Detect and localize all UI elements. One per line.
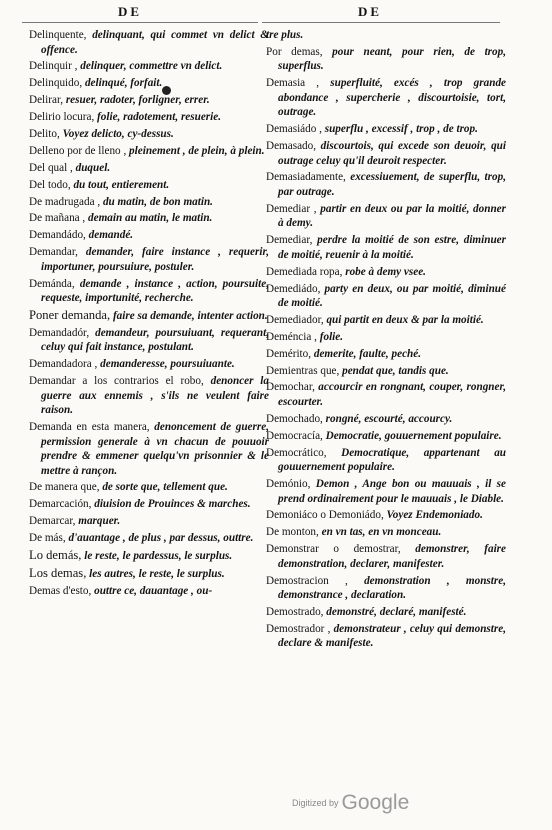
gloss: denoncement de guerre, permission generale à vn chacun de pouuoir prendre & emmener quelqu'vn prisonnier & le mettre à rançon.: [41, 421, 269, 477]
headword: Democrático,: [266, 446, 327, 459]
gloss: pleinement , de plein, à plein.: [129, 144, 265, 157]
dictionary-entry: [266, 605, 506, 620]
running-head-left: DE: [118, 4, 143, 19]
dictionary-entry: [266, 412, 506, 427]
gloss: denoncer la guerre aux ennemis , s'ils ne veulent faire raison.: [41, 375, 269, 417]
dictionary-entry: [266, 233, 506, 262]
gloss: discourtois, qui excede son deuoir, qui outrage celuy qu'il deuroit respecter.: [278, 140, 506, 167]
headword: Demanda en esta manera,: [29, 421, 150, 434]
headword: Demostracion ,: [266, 574, 348, 587]
gloss: duquel.: [75, 161, 111, 174]
headword: Poner demanda,: [29, 307, 111, 322]
dictionary-entry: [29, 93, 269, 108]
headword: Demientras que,: [266, 364, 340, 377]
headword: Del todo,: [29, 178, 71, 191]
gloss: demerite, faulte, peché.: [313, 347, 422, 360]
dictionary-entry: [29, 566, 269, 582]
digitized-by-label: Digitized by: [292, 798, 339, 808]
headword: Demarcar,: [29, 515, 76, 528]
headword: Demandádo,: [29, 229, 86, 242]
dictionary-entry: [266, 139, 506, 168]
gloss: Democratique, appartenant au gouuernement populaire.: [278, 446, 507, 474]
dictionary-entry: [29, 308, 269, 324]
gloss: demonstration , monstre, demonstrance , declaration.: [278, 574, 506, 602]
gloss: diuision de Prouinces & marches.: [94, 498, 251, 511]
dictionary-entry: [29, 178, 269, 193]
headword: Deméncia ,: [266, 330, 317, 343]
gloss: outtre ce, dauantage , ou-: [94, 584, 213, 597]
dictionary-entry: [29, 480, 269, 495]
gloss: demande , instance , action, poursuite, requeste, importunité, recherche.: [41, 277, 269, 305]
headword: Lo demás,: [29, 547, 82, 562]
headword: Delito,: [29, 127, 60, 140]
dictionary-entry: [266, 347, 506, 362]
gloss: tre plus.: [266, 29, 304, 41]
gloss: du matin, de bon matin.: [102, 195, 213, 208]
headword: Demandadór,: [29, 326, 90, 339]
dictionary-entry: [29, 161, 269, 176]
headword: Demediádo,: [266, 282, 321, 295]
headword: Delinquente,: [29, 29, 87, 41]
headword: Del qual ,: [29, 161, 73, 174]
header-rule-right: [262, 22, 500, 23]
dictionary-entry: [29, 228, 269, 243]
gloss: robe à demy vsee.: [345, 265, 426, 278]
headword: De madrugada ,: [29, 195, 101, 208]
headword: Demónio,: [266, 478, 311, 491]
headword: Delinquir ,: [29, 60, 78, 73]
dictionary-entry: [29, 211, 269, 226]
gloss: du tout, entierement.: [73, 178, 170, 191]
gloss: pour neant, pour rien, de trop, superflus.: [278, 45, 507, 73]
gloss: superflu , excessif , trop , de trop.: [324, 123, 478, 136]
headword: Demonstrar o demostrar,: [266, 543, 401, 556]
dictionary-entry: [29, 110, 269, 125]
headword: Delirio locura,: [29, 111, 95, 124]
dictionary-entry: [29, 357, 269, 372]
gloss: d'auantage , de plus , par dessus, outtre.: [68, 532, 254, 545]
gloss: Democratie, gouuernement populaire.: [325, 429, 502, 442]
headword: Demarcación,: [29, 498, 92, 511]
headword: Por demas,: [266, 45, 323, 58]
dictionary-entry: [266, 574, 506, 603]
gloss: delinquant, qui commet vn delict & offence.: [41, 29, 270, 56]
gloss: demonstrateur , celuy qui demonstre, declare & manifeste.: [278, 622, 506, 650]
gloss: marquer.: [78, 515, 121, 528]
gloss: en vn tas, en vn monceau.: [321, 526, 442, 539]
gloss: resuer, radoter, forligner, errer.: [65, 94, 210, 107]
gloss: folie.: [319, 330, 344, 343]
dictionary-entry: [266, 45, 506, 74]
gloss: qui partit en deux & par la moitié.: [326, 313, 484, 326]
headword: Delleno por de lleno ,: [29, 144, 127, 157]
headword: De monton,: [266, 526, 319, 539]
gloss: excessiuement, de superflu, trop, par outrage.: [278, 171, 507, 198]
headword: Demasiadamente,: [266, 171, 346, 184]
dictionary-entry: [29, 195, 269, 210]
dictionary-entry: [29, 420, 269, 478]
headword: Demasado,: [266, 140, 317, 153]
headword: Demediador,: [266, 313, 324, 326]
gloss: party en deux, ou par moitié, diminué de moitié.: [278, 282, 506, 310]
dictionary-entry: [266, 525, 506, 540]
dictionary-entry: [29, 531, 269, 546]
dictionary-entry: [266, 76, 506, 120]
headword: Demediar,: [266, 234, 313, 247]
headword: Democracía,: [266, 429, 323, 442]
headword: Demandadora ,: [29, 358, 98, 371]
gloss: faire sa demande, intenter action.: [112, 309, 268, 322]
headword: Demoniáco o Demoniádo,: [266, 509, 384, 522]
digitization-footer: [292, 791, 409, 815]
headword: De más,: [29, 532, 66, 545]
gloss: Demon , Ange bon ou mauuais , il se prend ordinairement pour le mauuais , le Diable.: [278, 478, 507, 505]
gloss: Voyez Endemoniado.: [386, 509, 483, 522]
headword: Demediar ,: [266, 202, 317, 215]
dictionary-entry: [29, 584, 269, 599]
headword: Delirar,: [29, 94, 64, 107]
google-logo: Google: [341, 791, 410, 814]
dictionary-entry: [266, 622, 506, 651]
headword: Demasia ,: [266, 77, 320, 90]
gloss: rongné, escourté, accourcy.: [325, 412, 453, 425]
gloss: demandeur, poursuiuant, requerant, celuy qui fait instance, postulant.: [41, 326, 269, 354]
gloss: Voyez delicto, cy-dessus.: [62, 127, 174, 140]
headword: Demochado,: [266, 412, 323, 425]
dictionary-entry: [266, 477, 506, 506]
dictionary-entry: [29, 59, 269, 74]
headword: Demandar a los contrarios el robo,: [29, 375, 204, 388]
dictionary-entry: [266, 364, 506, 379]
headword: Demediada ropa,: [266, 265, 343, 278]
headword: Demánda,: [29, 277, 75, 290]
gloss: demonstrer, faire demonstration, declarer, manifester.: [278, 543, 506, 570]
gloss: perdre la moitié de son estre, diminuer de moitié, reuenir à la moitié.: [278, 234, 506, 261]
gloss: les autres, le reste, le surplus.: [89, 567, 225, 580]
dictionary-entry: [29, 514, 269, 529]
left-column: [29, 28, 269, 601]
gloss: superfluité, excés , trop grande abondance , supercherie , discourtoisie, tort, outrage.: [278, 77, 507, 119]
headword: Los demas,: [29, 565, 87, 580]
headword: Demostrador ,: [266, 622, 331, 635]
headword: Demérito,: [266, 347, 312, 360]
gloss: de sorte que, tellement que.: [102, 481, 228, 494]
dictionary-entry: [29, 326, 269, 355]
gloss: folie, radotement, resuerie.: [97, 111, 222, 124]
dictionary-entry: [29, 245, 269, 274]
gloss: partir en deux ou par la moitié, donner à demy.: [278, 202, 506, 230]
dictionary-entry: [29, 127, 269, 142]
dictionary-entry: [266, 380, 506, 409]
dictionary-entry: [266, 330, 506, 345]
dictionary-entry: [266, 446, 506, 475]
dictionary-entry: [29, 548, 269, 564]
gloss: pendat que, tandis que.: [342, 364, 449, 377]
headword: Demostrado,: [266, 605, 324, 618]
running-head-right: DE: [358, 4, 383, 19]
dictionary-entry: [29, 497, 269, 512]
headword: Demandar,: [29, 246, 78, 259]
headword: Demasiádo ,: [266, 123, 322, 136]
dictionary-entry: [266, 282, 506, 311]
dictionary-entry: [29, 374, 269, 418]
gloss: delinquer, commettre vn delict.: [80, 60, 223, 73]
dictionary-entry: [266, 542, 506, 571]
dictionary-entry: [29, 277, 269, 306]
headword: Delinquido,: [29, 77, 83, 90]
dictionary-entry: [266, 202, 506, 231]
dictionary-entry: [266, 313, 506, 328]
headword: Demas d'esto,: [29, 584, 92, 597]
gloss: le reste, le pardessus, le surplus.: [84, 549, 233, 562]
dictionary-entry: [266, 122, 506, 137]
dictionary-entry: [266, 28, 506, 43]
dictionary-entry: [266, 429, 506, 444]
dictionary-entry: [266, 508, 506, 523]
gloss: demander, faire instance , requerir, importuner, poursuiure, postuler.: [41, 246, 269, 273]
gloss: demain au matin, le matin.: [88, 212, 213, 225]
headword: De mañana ,: [29, 212, 86, 225]
dictionary-entry: [29, 28, 269, 57]
gloss: demanderesse, poursuiuante.: [100, 358, 235, 371]
dictionary-entry: [29, 76, 269, 91]
dictionary-entry: [29, 144, 269, 159]
gloss: demonstré, declaré, manifesté.: [326, 605, 467, 618]
gloss: accourcir en rongnant, couper, rongner, escourter.: [278, 381, 507, 408]
dictionary-entry: [266, 170, 506, 199]
header-rule-left: [22, 22, 258, 23]
gloss: demandé.: [88, 229, 134, 242]
gloss: delinqué, forfait.: [84, 77, 163, 90]
headword: De manera que,: [29, 481, 100, 494]
headword: Demochar,: [266, 381, 315, 394]
right-column: [266, 28, 506, 653]
dictionary-entry: [266, 265, 506, 280]
